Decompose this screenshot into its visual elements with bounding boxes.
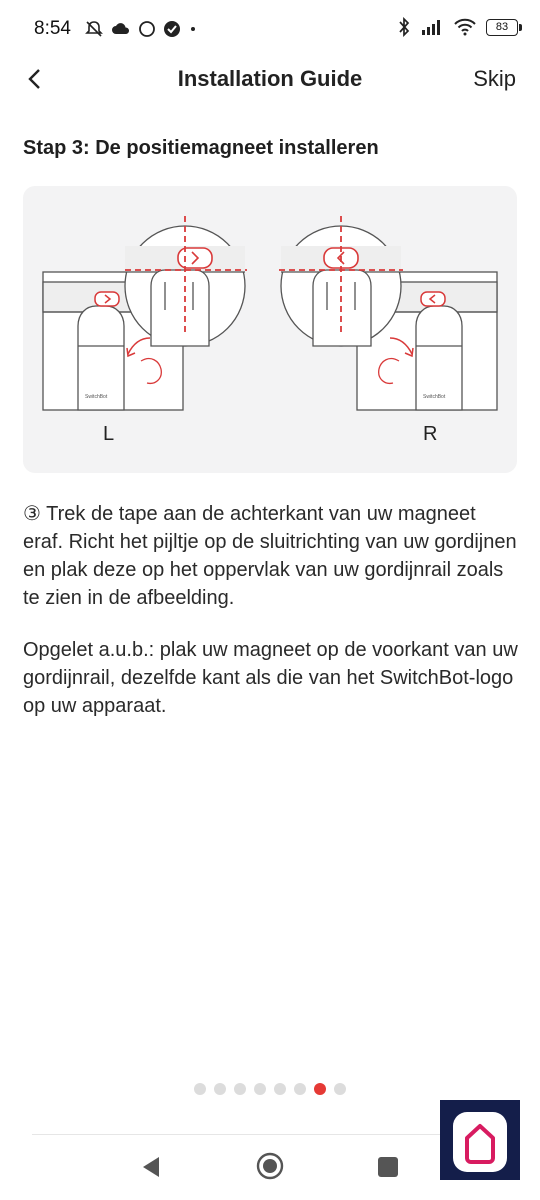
nav-back-icon[interactable] <box>141 1155 161 1179</box>
battery-level: 83 <box>495 20 509 33</box>
signal-icon <box>420 18 444 36</box>
page-indicator <box>0 1083 540 1095</box>
header <box>0 60 540 100</box>
bluetooth-icon <box>397 17 411 37</box>
skip-button[interactable]: Skip <box>473 66 516 91</box>
page-dot <box>194 1083 206 1095</box>
status-bar <box>0 0 540 60</box>
right-diagram <box>279 216 497 410</box>
mute-bell-icon <box>84 19 104 39</box>
right-label: R <box>423 423 438 445</box>
wifi-icon <box>453 18 477 36</box>
status-time: 8:54 <box>34 18 71 39</box>
left-diagram <box>43 216 247 410</box>
page-dot <box>334 1083 346 1095</box>
check-circle-icon <box>163 20 181 38</box>
status-right-icons <box>397 17 518 37</box>
left-brand-text: SwitchBot <box>85 394 108 400</box>
installation-illustration <box>23 186 517 473</box>
step-title: Stap 3: De positiemagneet installeren <box>23 137 379 159</box>
home-app-icon <box>453 1112 507 1172</box>
circle-icon <box>138 20 156 38</box>
nav-divider <box>32 1134 500 1135</box>
page-dot <box>234 1083 246 1095</box>
page-dot <box>274 1083 286 1095</box>
instruction-text: ③ Trek de tape aan de achterkant van uw magneet eraf. Richt het pijltje op de sluitrichting van uw gordijnen en plak deze op het oppervlak van uw gordijnrail zoals te zien in de afbeelding. <box>23 503 517 609</box>
nav-home-icon[interactable] <box>256 1152 284 1180</box>
page-dot <box>254 1083 266 1095</box>
page-dot <box>214 1083 226 1095</box>
left-label: L <box>103 423 115 445</box>
nav-recents-icon[interactable] <box>378 1157 398 1177</box>
dot-icon <box>188 24 198 34</box>
app-badge <box>440 1100 520 1180</box>
page-dot <box>294 1083 306 1095</box>
installation-diagram <box>23 186 517 473</box>
page-title: Installation Guide <box>177 66 363 91</box>
note-text: Opgelet a.u.b.: plak uw magneet op de voorkant van uw gordijnrail, dezelfde kant als die van het SwitchBot-logo op uw apparaat. <box>23 639 518 717</box>
status-left-icons <box>84 19 198 39</box>
page-dot-active <box>314 1083 326 1095</box>
battery-icon <box>486 19 518 36</box>
cloud-icon <box>111 21 131 37</box>
right-brand-text: SwitchBot <box>423 394 446 400</box>
